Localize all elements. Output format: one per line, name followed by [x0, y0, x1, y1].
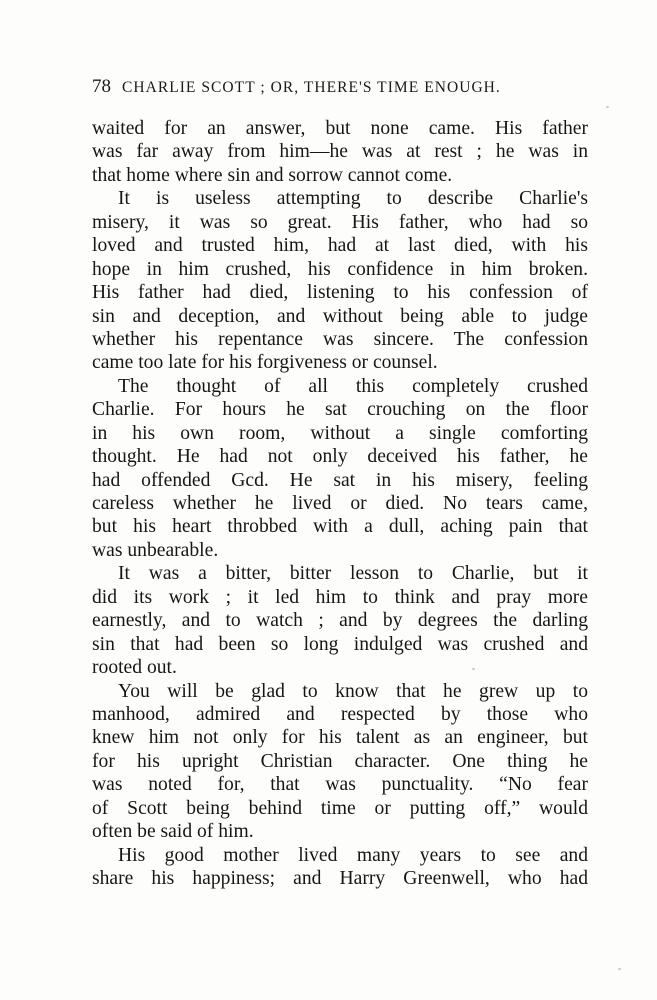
text-line: had offended Gcd. He sat in his misery, feeling — [92, 469, 588, 491]
text-line: misery, it was so great. His father, who had so — [92, 211, 588, 233]
text-line: manhood, admired and respected by those who — [92, 703, 588, 725]
text-line: hope in him crushed, his confidence in him broken. — [92, 258, 588, 280]
text-line: earnestly, and to watch ; and by degrees the darling — [92, 610, 588, 632]
running-title: CHARLIE SCOTT ; OR, THERE'S TIME ENOUGH. — [121, 79, 501, 96]
text-line: rooted out. — [92, 657, 177, 679]
text-line: thought. He had not only deceived his father, he — [92, 446, 588, 468]
text-line: did its work ; it led him to think and pray more — [92, 586, 588, 608]
text-line: Charlie. For hours he sat crouching on the floor — [92, 399, 588, 421]
text-line: was far away from him—he was at rest ; he was in — [92, 141, 588, 163]
paper-speck — [606, 106, 609, 108]
page-number: 78 — [92, 76, 111, 97]
paper-speck — [472, 668, 475, 670]
paragraph-first-line: The thought of all this completely crushed — [118, 375, 588, 397]
text-line: often be said of him. — [92, 821, 254, 843]
text-line: loved and trusted him, had at last died, with his — [92, 235, 588, 257]
page-body-text — [92, 117, 588, 890]
text-line: knew him not only for his talent as an engineer, but — [92, 727, 588, 749]
paragraph-first-line: It was a bitter, bitter lesson to Charlie, but it — [118, 563, 588, 585]
text-line: whether his repentance was sincere. The confession — [92, 328, 588, 350]
text-line: careless whether he lived or died. No tears came, — [92, 493, 588, 514]
text-line: was unbearable. — [92, 539, 219, 561]
text-line: was noted for, that was punctuality. “No fear — [92, 774, 588, 796]
text-line: in his own room, without a single comforting — [92, 422, 588, 444]
text-line: of Scott being behind time or putting off,” would — [92, 797, 588, 819]
text-line: share his happiness; and Harry Greenwell, who had — [92, 868, 588, 889]
paragraph-first-line: It is useless attempting to describe Charlie's — [118, 188, 588, 210]
text-line: for his upright Christian character. One thing he — [92, 750, 588, 772]
paragraph-first-line: His good mother lived many years to see and — [118, 844, 588, 866]
text-line: sin and deception, and without being able to judge — [92, 305, 588, 327]
paper-speck — [618, 968, 621, 970]
text-line: that home where sin and sorrow cannot come. — [92, 164, 453, 186]
text-line: but his heart throbbed with a dull, aching pain that — [92, 516, 588, 538]
running-header — [92, 76, 592, 98]
text-line: waited for an answer, but none came. His father — [92, 118, 588, 139]
paragraph-first-line: You will be glad to know that he grew up to — [118, 680, 588, 702]
text-line: came too late for his forgiveness or counsel. — [92, 352, 438, 374]
text-line: His father had died, listening to his confession of — [92, 282, 588, 304]
text-line: sin that had been so long indulged was crushed and — [92, 633, 588, 655]
